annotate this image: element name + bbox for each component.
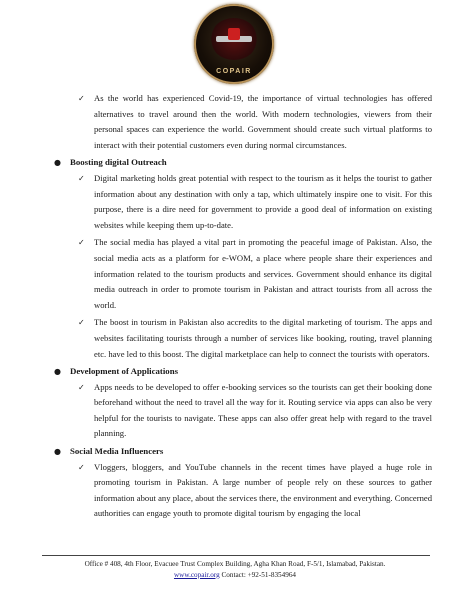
paragraph-apps: ✓ Apps needs to be developed to offer e-booking services so the tourists can get their booking done beforehand without the need to travel all the way for it. Routing service via apps can also be very helpful for the tourists to navigate. These apps can also offer great help with regard to the travel planning.: [78, 381, 432, 439]
checkmark-icon: ✓: [78, 318, 85, 328]
heading-social-media-influencers: ● Social Media Influencers: [46, 444, 432, 460]
website-link[interactable]: www.copair.org: [173, 570, 220, 579]
bullet-icon: ●: [54, 447, 61, 457]
footer-divider: [42, 555, 430, 556]
logo-text: COPAIR: [216, 68, 252, 75]
checkmark-icon: ✓: [78, 238, 85, 248]
footer-address: Office # 408, 4th Floor, Evacuee Trust Complex Building, Agha Khan Road, F-5/1, Islamabad, Pakistan.: [84, 560, 386, 568]
checkmark-icon: ✓: [78, 173, 85, 183]
paragraph-tourism-boost: ✓ The boost in tourism in Pakistan also accredits to the digital marketing of tourism. The apps and websites facilitating tourists through a number of services like booking, routing, travel planning etc. have led to this boost. The digital marketplace can help to connect the tourists with operators.: [78, 317, 432, 359]
paragraph-social-media: ✓ The social media has played a vital part in promoting the peaceful image of Pakistan. Also, the social media acts as a platform for e-WOM, a place where people share their experiences and information related to the tourism products and services. Government should enhance its digital media outreach in order to promote tourism in Pakistan and attract tourists from all across the world.: [78, 237, 432, 310]
logo-flag-mark: [228, 28, 240, 40]
paragraph-digital-marketing: ✓ Digital marketing holds great potential with respect to the tourism as it helps the tourist to gather information about any destination with only a tap, which ultimately inspire one to visit. For this purpose, there is a dire need for government to provide a good deal of information on existing websites while keeping them up-to-date.: [78, 172, 432, 230]
copair-logo: [194, 4, 274, 84]
heading-boosting-digital-outreach: ● Boosting digital Outreach: [46, 155, 432, 171]
page-footer: [30, 559, 440, 580]
paragraph-influencers: ✓ Vloggers, bloggers, and YouTube channels in the recent times have played a huge role in promoting tourism in Pakistan. A large number of people rely on these sources to gather information about any place, about the services there, the environment and everything. Concerned authorities can engage youth to promote digital tourism by engaging the local: [78, 461, 432, 519]
checkmark-icon: ✓: [78, 94, 85, 103]
bullet-icon: ●: [54, 158, 61, 168]
footer-contact-line: [30, 570, 440, 581]
paragraph-virtual-platforms: ✓ As the world has experienced Covid-19, the importance of virtual technologies has offered alternatives to travel around then the world. With modern technologies, viewers from their personal spaces can experience the world. Government should create such virtual platforms to interact with their potential customers even during normal circumstances.: [78, 93, 432, 150]
checkmark-icon: ✓: [78, 382, 85, 392]
heading-development-of-applications: ● Development of Applications: [46, 364, 432, 380]
footer-contact: Contact: +92-51-8354964: [221, 570, 297, 579]
bullet-icon: ●: [54, 367, 61, 377]
checkmark-icon: ✓: [78, 462, 85, 472]
document-body: [46, 91, 432, 524]
